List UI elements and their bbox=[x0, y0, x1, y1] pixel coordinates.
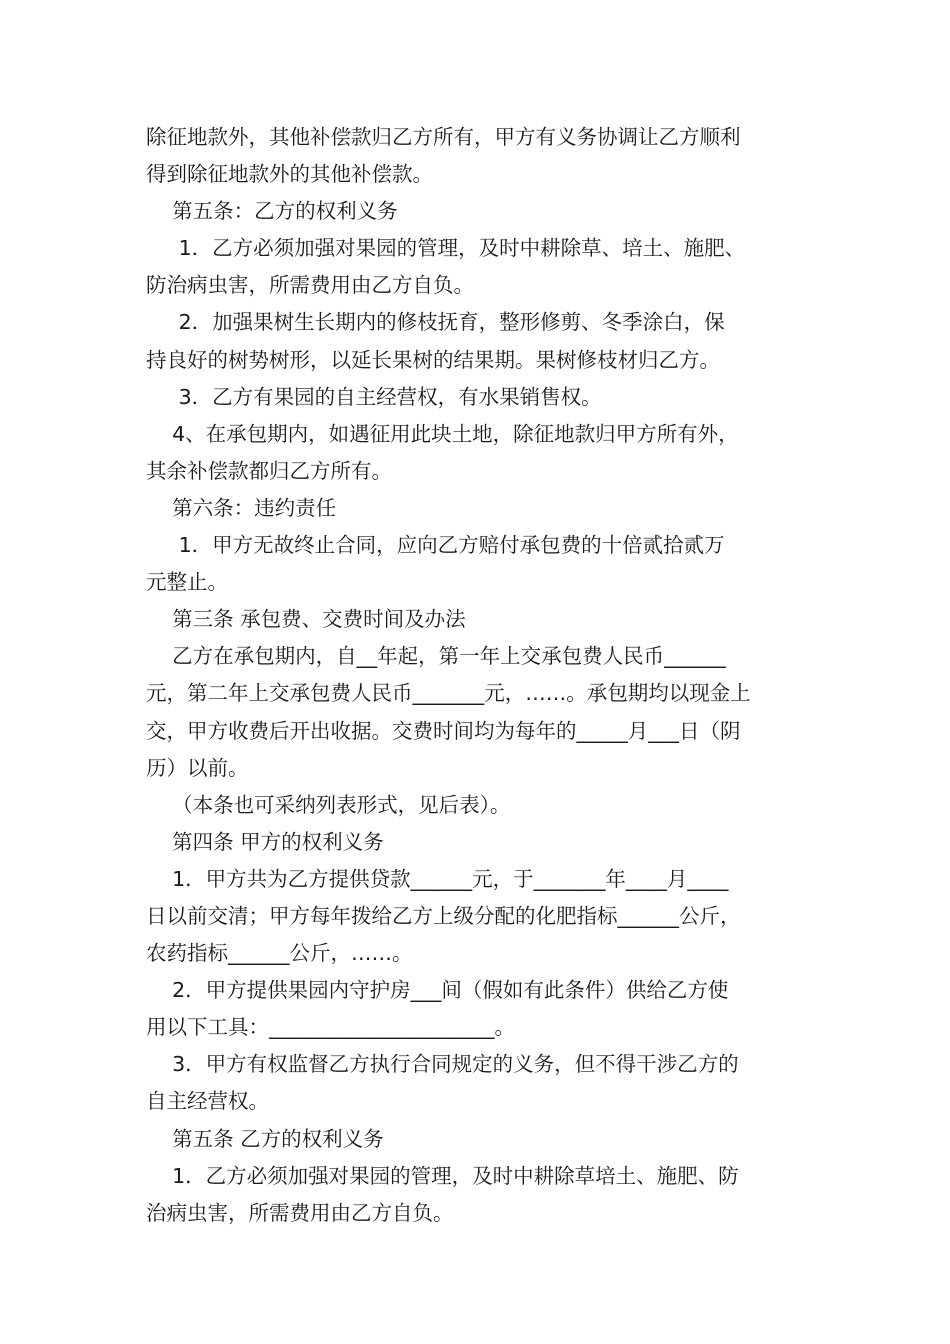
text-line: 治病虫害，所需费用由乙方自负。 bbox=[146, 1200, 454, 1225]
text-line: 3．乙方有果园的自主经营权，有水果销售权。 bbox=[146, 384, 602, 409]
text-line: 乙方在承包期内，自__年起，第一年上交承包费人民币______ bbox=[146, 644, 726, 669]
section-heading: 第四条 甲方的权利义务 bbox=[146, 829, 384, 854]
text-line: 用以下工具：______________________。 bbox=[146, 1015, 515, 1040]
text-line: 4、在承包期内，如遇征用此块土地，除征地款归甲方所有外， bbox=[146, 421, 739, 446]
section-heading: 第六条：违约责任 bbox=[146, 495, 337, 520]
section-heading: 第三条 承包费、交费时间及办法 bbox=[146, 607, 466, 632]
text-line: 1．乙方必须加强对果园的管理，及时中耕除草培土、施肥、防 bbox=[146, 1163, 739, 1188]
text-line: 元，第二年上交承包费人民币_______元，……。承包期均以现金上 bbox=[146, 681, 751, 706]
text-line: 2．甲方提供果园内守护房___间（假如有此条件）供给乙方使 bbox=[146, 978, 729, 1003]
text-line: 历）以前。 bbox=[146, 755, 249, 780]
text-line: 交，甲方收费后开出收据。交费时间均为每年的_____月___日（阴 bbox=[146, 718, 741, 743]
text-line: 得到除征地款外的其他补偿款。 bbox=[146, 162, 433, 187]
contract-text bbox=[146, 119, 821, 1232]
text-line: 持良好的树势树形，以延长果树的结果期。果树修枝材归乙方。 bbox=[146, 347, 720, 372]
text-line: 3．甲方有权监督乙方执行合同规定的义务，但不得干涉乙方的 bbox=[146, 1052, 739, 1077]
text-line: 2．加强果树生长期内的修枝抚育，整形修剪、冬季涂白，保 bbox=[146, 310, 725, 335]
text-line: 日以前交清；甲方每年拨给乙方上级分配的化肥指标______公斤， bbox=[146, 903, 741, 928]
section-heading: 第五条：乙方的权利义务 bbox=[146, 199, 398, 224]
text-line: 除征地款外，其他补偿款归乙方所有，甲方有义务协调让乙方顺利 bbox=[146, 125, 741, 149]
text-line: 1．甲方无故终止合同，应向乙方赔付承包费的十倍贰拾贰万 bbox=[146, 533, 725, 558]
section-heading: 第五条 乙方的权利义务 bbox=[146, 1126, 384, 1151]
text-line: 1．甲方共为乙方提供贷款______元，于_______年____月____ bbox=[146, 866, 729, 891]
text-line: 元整止。 bbox=[146, 570, 228, 595]
text-line: 自主经营权。 bbox=[146, 1089, 269, 1114]
text-line: 其余补偿款都归乙方所有。 bbox=[146, 458, 392, 483]
text-line: （本条也可采纳列表形式，见后表）。 bbox=[146, 792, 511, 817]
text-line: 农药指标______公斤，……。 bbox=[146, 941, 413, 966]
text-line: 1．乙方必须加强对果园的管理，及时中耕除草、培土、施肥、 bbox=[146, 236, 746, 261]
text-line: 防治病虫害，所需费用由乙方自负。 bbox=[146, 273, 474, 298]
